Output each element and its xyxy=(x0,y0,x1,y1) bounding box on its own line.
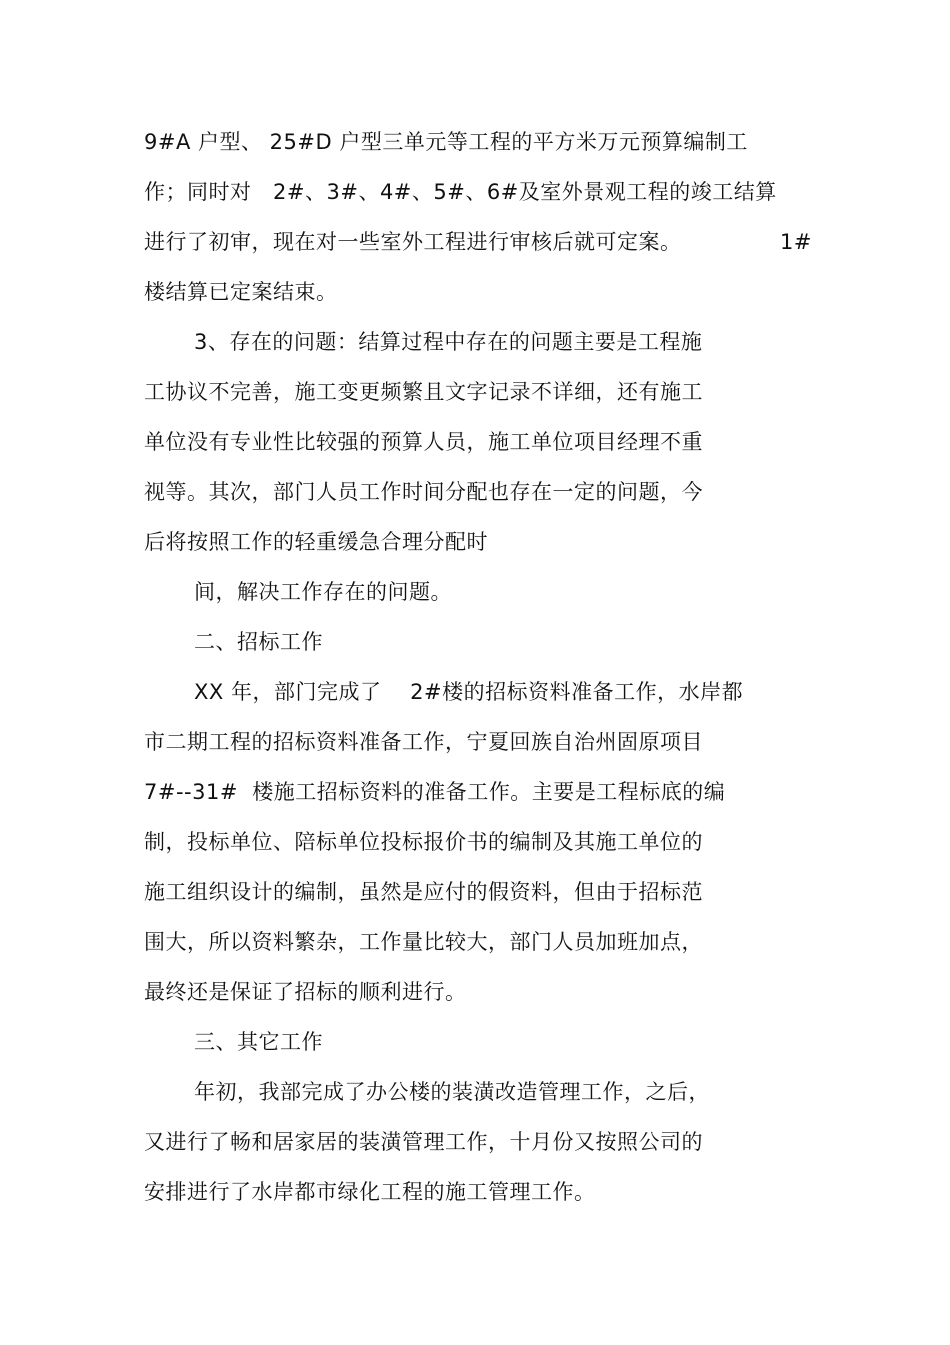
text-line-4: 楼结算已定案结束。 xyxy=(144,280,338,304)
text-line-6: 工协议不完善，施工变更频繁且文字记录不详细，还有施工 xyxy=(144,380,703,404)
text-line-22: 安排进行了水岸都市绿化工程的施工管理工作。 xyxy=(144,1180,596,1204)
text-line-20: 年初，我部完成了办公楼的装潢改造管理工作，之后， xyxy=(194,1080,710,1104)
text-line-3: 进行了初审，现在对一些室外工程进行审核后就可定案。 xyxy=(144,230,682,254)
text-line-7: 单位没有专业性比较强的预算人员，施工单位项目经理不重 xyxy=(144,430,703,454)
text-line-14: 7#--31# 楼施工招标资料的准备工作。主要是工程标底的编 xyxy=(144,780,726,804)
section-heading-other-work: 三、其它工作 xyxy=(194,1030,323,1054)
text-line-8: 视等。其次，部门人员工作时间分配也存在一定的问题，今 xyxy=(144,480,703,504)
section-heading-bidding: 二、招标工作 xyxy=(194,630,323,654)
text-line-15: 制，投标单位、陪标单位投标报价书的编制及其施工单位的 xyxy=(144,830,703,854)
text-line-21: 又进行了畅和居家居的装潢管理工作，十月份又按照公司的 xyxy=(144,1130,703,1154)
section-problems-paragraph: 3、存在的问题：结算过程中存在的问题主要是工程施 xyxy=(194,330,703,354)
text-line-13: 市二期工程的招标资料准备工作，宁夏回族自治州固原项目 xyxy=(144,730,703,754)
text-line-3-tail: 1# xyxy=(780,230,812,254)
text-line-10: 间，解决工作存在的问题。 xyxy=(194,580,452,604)
text-line-2: 作；同时对 2#、3#、4#、5#、6#及室外景观工程的竣工结算 xyxy=(144,180,777,204)
text-line-18: 最终还是保证了招标的顺利进行。 xyxy=(144,980,467,1004)
text-line-12: XX 年，部门完成了 2#楼的招标资料准备工作，水岸都 xyxy=(194,680,744,704)
text-line-17: 围大，所以资料繁杂，工作量比较大，部门人员加班加点， xyxy=(144,930,703,954)
text-line-1: 9#A 户型、 25#D 户型三单元等工程的平方米万元预算编制工 xyxy=(144,130,748,154)
text-line-9: 后将按照工作的轻重缓急合理分配时 xyxy=(144,530,488,554)
text-line-16: 施工组织设计的编制，虽然是应付的假资料，但由于招标范 xyxy=(144,880,703,904)
